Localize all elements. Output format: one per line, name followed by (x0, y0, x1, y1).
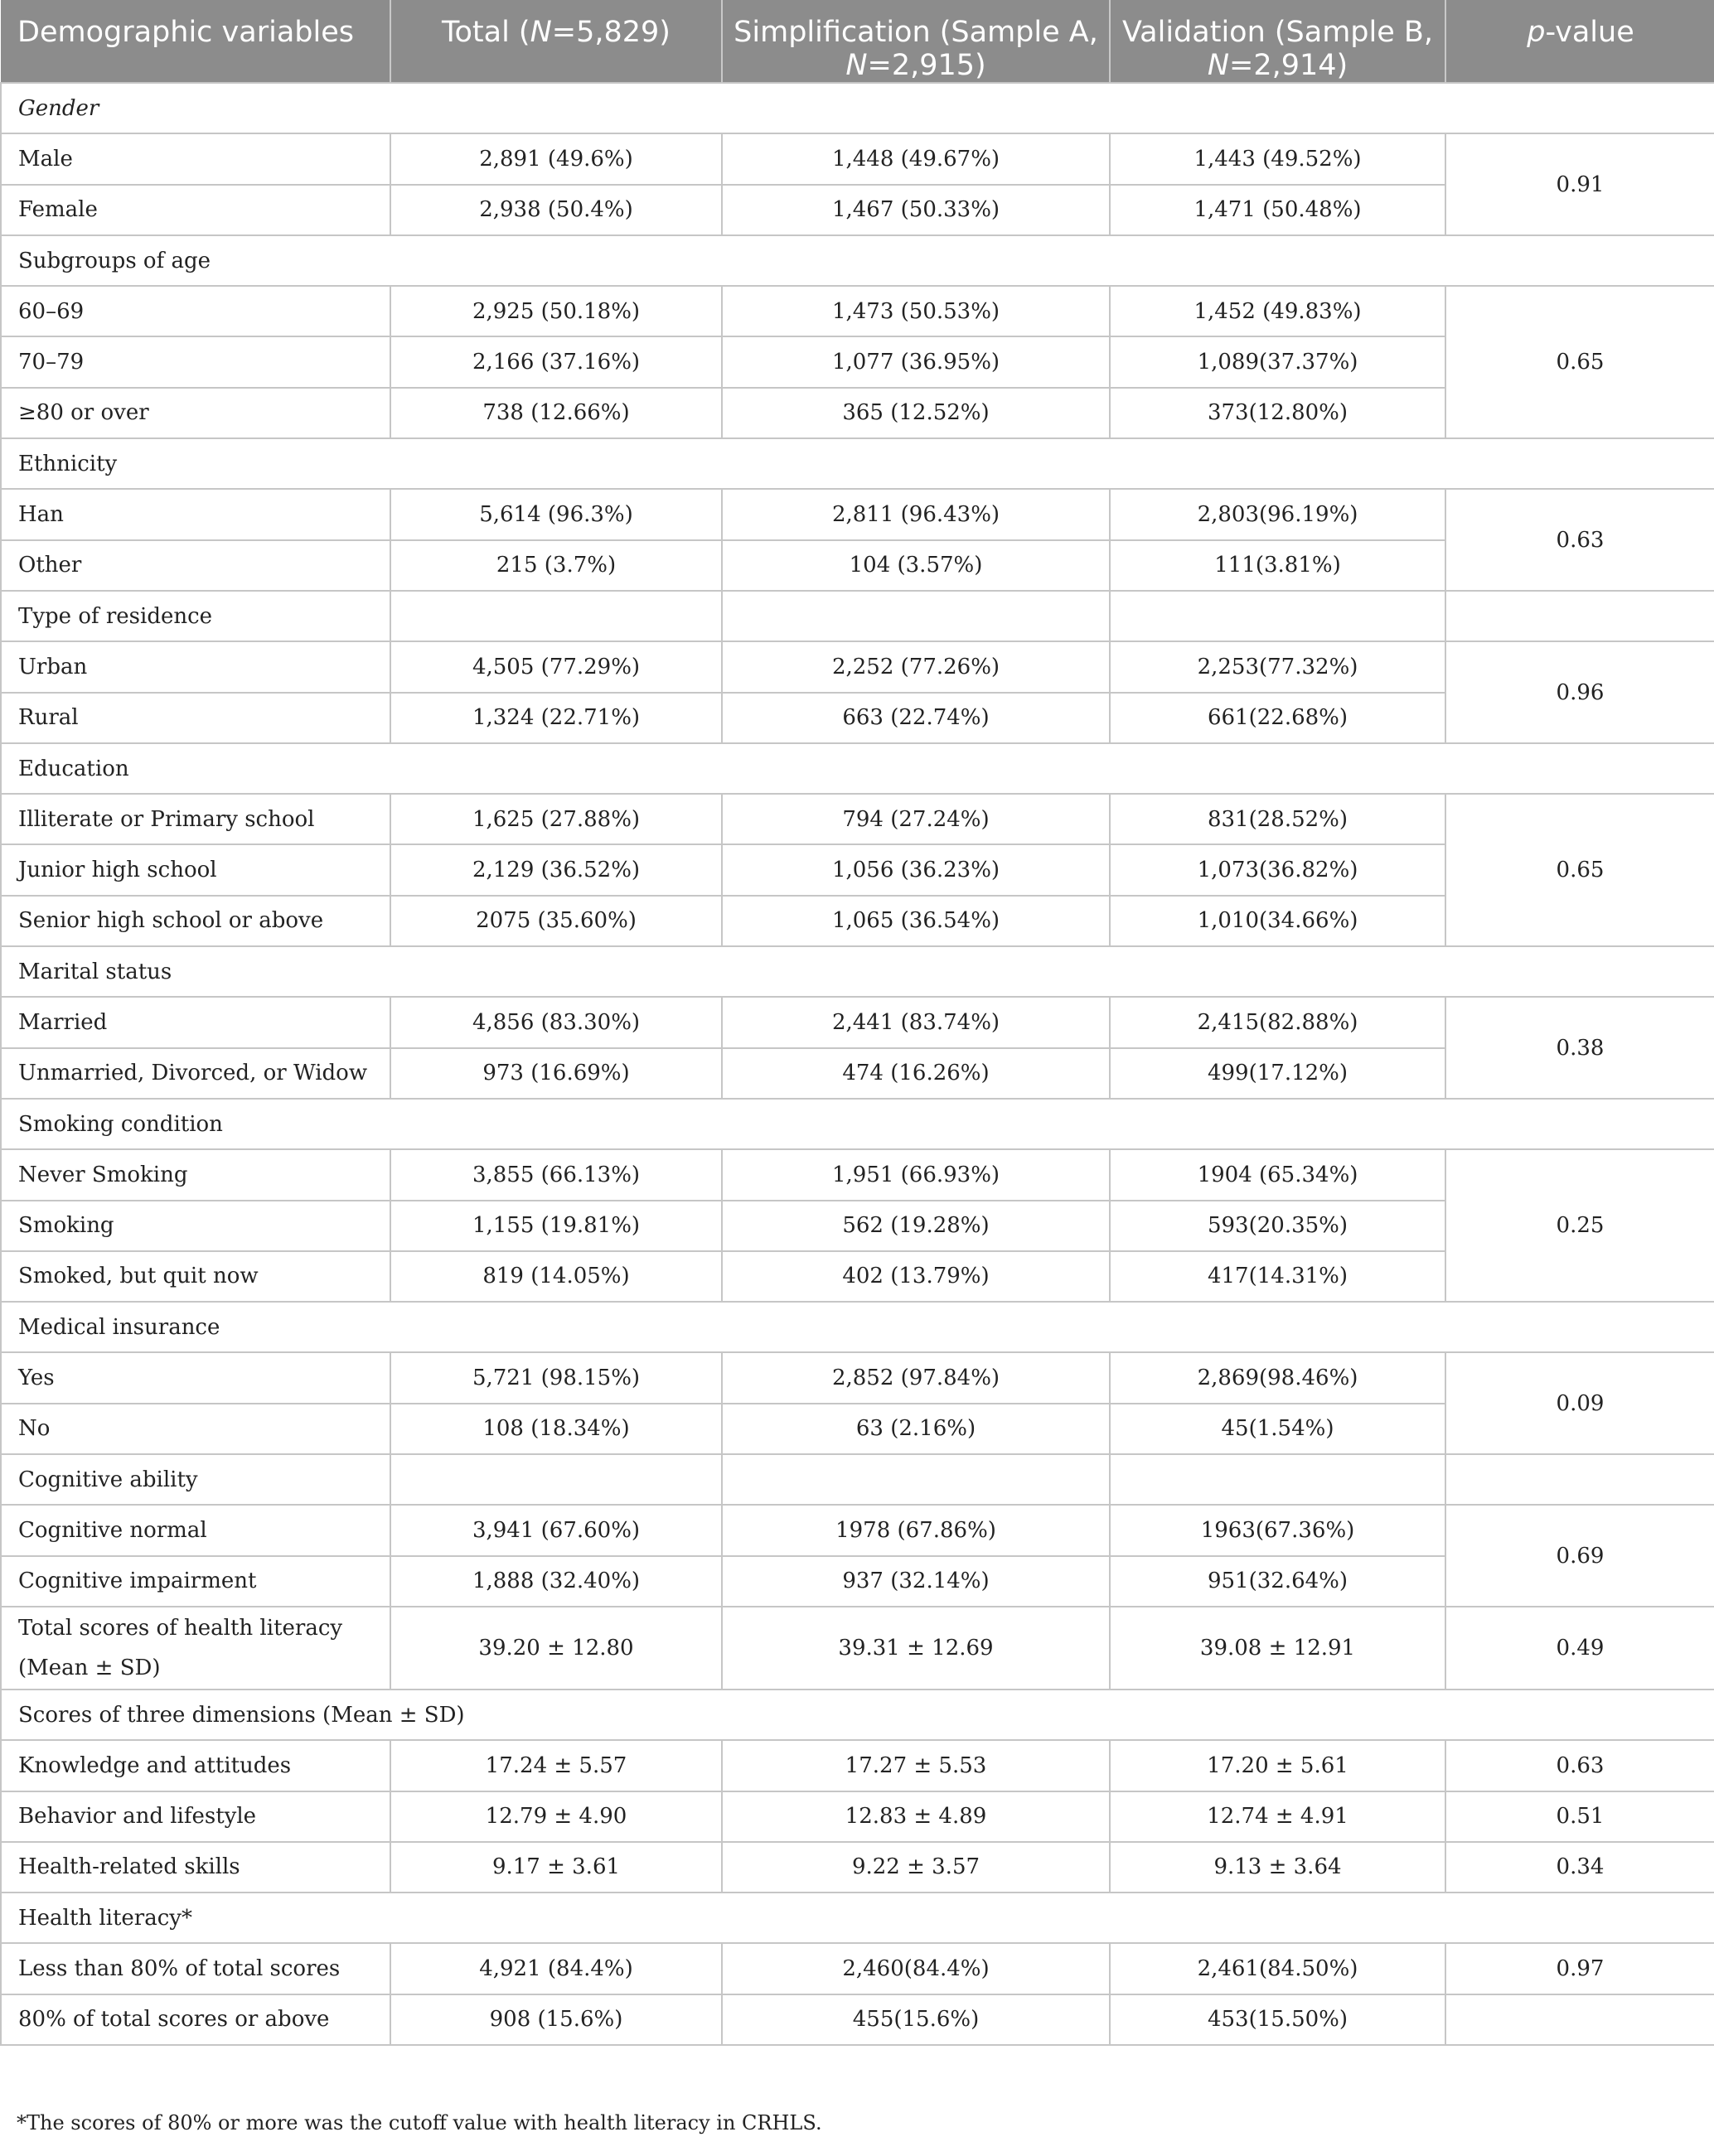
cell-p-value: 0.65 (1445, 286, 1714, 438)
empty-cell (1110, 591, 1445, 641)
table-row (1, 641, 1714, 692)
section-residence: Type of residence (1, 591, 390, 641)
empty-cell (1445, 1454, 1714, 1505)
cell-sample-a: 2,852 (97.84%) (722, 1352, 1110, 1403)
section-row (1, 1302, 1714, 1352)
table-row (1, 794, 1714, 844)
table-row (1, 1352, 1714, 1403)
cell-total: 108 (18.34%) (390, 1404, 722, 1454)
section-row (1, 591, 1714, 641)
cell-sample-b: 1904 (65.34%) (1110, 1149, 1445, 1200)
cell-total: 3,855 (66.13%) (390, 1149, 722, 1200)
empty-cell (1445, 1994, 1714, 2045)
cell-sample-a: 455(15.6%) (722, 1994, 1110, 2045)
cell-sample-a: 2,460(84.4%) (722, 1943, 1110, 1994)
cell-sample-b: 951(32.64%) (1110, 1556, 1445, 1607)
cell-total: 2,129 (36.52%) (390, 844, 722, 895)
cell-total: 4,505 (77.29%) (390, 641, 722, 692)
cell-sample-b: 373(12.80%) (1110, 388, 1445, 438)
cell-p-value: 0.96 (1445, 641, 1714, 743)
cell-sample-a: 1,065 (36.54%) (722, 896, 1110, 946)
cell-sample-b: 2,415(82.88%) (1110, 997, 1445, 1047)
row-label (1, 1607, 390, 1690)
section-row (1, 946, 1714, 997)
row-label-line1: Total scores of health literacy (18, 1615, 343, 1641)
row-label: Health-related skills (1, 1842, 390, 1893)
cell-sample-a: 1,077 (36.95%) (722, 336, 1110, 387)
cell-p-value: 0.63 (1445, 489, 1714, 591)
cell-sample-b: 12.74 ± 4.91 (1110, 1791, 1445, 1842)
cell-total: 2075 (35.60%) (390, 896, 722, 946)
cell-sample-b: 593(20.35%) (1110, 1201, 1445, 1251)
row-label: Yes (1, 1352, 390, 1403)
cell-sample-b: 1,010(34.66%) (1110, 896, 1445, 946)
cell-sample-a: 1,951 (66.93%) (722, 1149, 1110, 1200)
cell-total: 12.79 ± 4.90 (390, 1791, 722, 1842)
table-row (1, 997, 1714, 1047)
section-row (1, 743, 1714, 794)
cell-sample-b: 1,089(37.37%) (1110, 336, 1445, 387)
cell-total: 2,938 (50.4%) (390, 185, 722, 235)
cell-total: 908 (15.6%) (390, 1994, 722, 2045)
cell-total: 4,856 (83.30%) (390, 997, 722, 1047)
row-label: Senior high school or above (1, 896, 390, 946)
row-label: Rural (1, 693, 390, 743)
header-total: Total (N=5,829) (390, 0, 722, 83)
section-age: Subgroups of age (1, 235, 1714, 286)
empty-cell (1110, 1454, 1445, 1505)
section-literacy: Health literacy* (1, 1893, 1714, 1943)
cell-sample-a: 12.83 ± 4.89 (722, 1791, 1110, 1842)
row-label: Male (1, 133, 390, 184)
cell-sample-a: 794 (27.24%) (722, 794, 1110, 844)
cell-sample-a: 365 (12.52%) (722, 388, 1110, 438)
section-education: Education (1, 743, 1714, 794)
table-row (1, 1842, 1714, 1893)
cell-sample-a: 1,473 (50.53%) (722, 286, 1110, 336)
empty-cell (390, 591, 722, 641)
cell-sample-b: 661(22.68%) (1110, 693, 1445, 743)
cell-p-value: 0.38 (1445, 997, 1714, 1099)
section-gender: Gender (1, 83, 1714, 133)
cell-total: 738 (12.66%) (390, 388, 722, 438)
table-row (1, 1994, 1714, 2045)
cell-p-value: 0.09 (1445, 1352, 1714, 1454)
cell-sample-a: 1978 (67.86%) (722, 1505, 1110, 1555)
cell-sample-a: 104 (3.57%) (722, 540, 1110, 591)
row-label: Never Smoking (1, 1149, 390, 1200)
cell-sample-b: 499(17.12%) (1110, 1048, 1445, 1099)
cell-sample-b: 1,452 (49.83%) (1110, 286, 1445, 336)
empty-cell (1445, 591, 1714, 641)
cell-sample-a: 402 (13.79%) (722, 1251, 1110, 1302)
cell-sample-b: 1963(67.36%) (1110, 1505, 1445, 1555)
section-insurance: Medical insurance (1, 1302, 1714, 1352)
cell-sample-a: 937 (32.14%) (722, 1556, 1110, 1607)
cell-total: 2,891 (49.6%) (390, 133, 722, 184)
cell-sample-b: 831(28.52%) (1110, 794, 1445, 844)
cell-sample-a: 2,252 (77.26%) (722, 641, 1110, 692)
empty-cell (390, 1454, 722, 1505)
cell-sample-a: 39.31 ± 12.69 (722, 1607, 1110, 1690)
cell-p-value: 0.49 (1445, 1607, 1714, 1690)
cell-p-value: 0.51 (1445, 1791, 1714, 1842)
section-marital: Marital status (1, 946, 1714, 997)
row-label: 80% of total scores or above (1, 1994, 390, 2045)
cell-total: 2,166 (37.16%) (390, 336, 722, 387)
header-demographic-variables: Demographic variables (1, 0, 390, 83)
section-row (1, 235, 1714, 286)
row-label: Knowledge and attitudes (1, 1740, 390, 1791)
section-cognitive: Cognitive ability (1, 1454, 390, 1505)
row-label-line2: (Mean ± SD) (18, 1655, 161, 1680)
section-row (1, 438, 1714, 489)
row-label: Han (1, 489, 390, 539)
row-label: Married (1, 997, 390, 1047)
row-label: Cognitive impairment (1, 1556, 390, 1607)
cell-sample-b: 9.13 ± 3.64 (1110, 1842, 1445, 1893)
cell-p-value: 0.34 (1445, 1842, 1714, 1893)
cell-total: 17.24 ± 5.57 (390, 1740, 722, 1791)
cell-sample-b: 417(14.31%) (1110, 1251, 1445, 1302)
row-label: Smoking (1, 1201, 390, 1251)
cell-sample-b: 17.20 ± 5.61 (1110, 1740, 1445, 1791)
section-row (1, 83, 1714, 133)
row-label: Smoked, but quit now (1, 1251, 390, 1302)
cell-total: 4,921 (84.4%) (390, 1943, 722, 1994)
cell-total: 1,888 (32.40%) (390, 1556, 722, 1607)
section-dimensions: Scores of three dimensions (Mean ± SD) (1, 1690, 1714, 1740)
row-label: 60–69 (1, 286, 390, 336)
table-row (1, 1607, 1714, 1690)
cell-total: 1,625 (27.88%) (390, 794, 722, 844)
cell-sample-a: 63 (2.16%) (722, 1404, 1110, 1454)
table-row (1, 1505, 1714, 1555)
cell-sample-b: 45(1.54%) (1110, 1404, 1445, 1454)
cell-total: 1,324 (22.71%) (390, 693, 722, 743)
cell-sample-a: 2,811 (96.43%) (722, 489, 1110, 539)
cell-total: 9.17 ± 3.61 (390, 1842, 722, 1893)
cell-sample-a: 474 (16.26%) (722, 1048, 1110, 1099)
cell-total: 819 (14.05%) (390, 1251, 722, 1302)
section-row (1, 1099, 1714, 1149)
row-label: Urban (1, 641, 390, 692)
cell-total: 2,925 (50.18%) (390, 286, 722, 336)
cell-p-value: 0.25 (1445, 1149, 1714, 1302)
row-label: ≥80 or over (1, 388, 390, 438)
header-p-value: p-value (1445, 0, 1714, 83)
cell-sample-b: 1,443 (49.52%) (1110, 133, 1445, 184)
table-row (1, 1740, 1714, 1791)
table-row (1, 286, 1714, 336)
cell-sample-b: 111(3.81%) (1110, 540, 1445, 591)
cell-sample-b: 1,073(36.82%) (1110, 844, 1445, 895)
cell-sample-a: 1,448 (49.67%) (722, 133, 1110, 184)
section-row (1, 1454, 1714, 1505)
cell-sample-b: 39.08 ± 12.91 (1110, 1607, 1445, 1690)
cell-p-value: 0.97 (1445, 1943, 1714, 1994)
section-row (1, 1690, 1714, 1740)
cell-sample-a: 1,056 (36.23%) (722, 844, 1110, 895)
row-label: Illiterate or Primary school (1, 794, 390, 844)
header-row (1, 0, 1714, 83)
cell-total: 5,614 (96.3%) (390, 489, 722, 539)
cell-sample-b: 1,471 (50.48%) (1110, 185, 1445, 235)
header-validation: Validation (Sample B, N=2,914) (1110, 0, 1445, 83)
table-row (1, 489, 1714, 539)
header-simplification: Simplification (Sample A, N=2,915) (722, 0, 1110, 83)
row-label: Junior high school (1, 844, 390, 895)
table-row (1, 133, 1714, 184)
cell-total: 215 (3.7%) (390, 540, 722, 591)
row-label: Unmarried, Divorced, or Widow (1, 1048, 390, 1099)
cell-sample-a: 9.22 ± 3.57 (722, 1842, 1110, 1893)
cell-sample-b: 2,869(98.46%) (1110, 1352, 1445, 1403)
row-label: Female (1, 185, 390, 235)
section-smoking: Smoking condition (1, 1099, 1714, 1149)
cell-total: 5,721 (98.15%) (390, 1352, 722, 1403)
section-row (1, 1893, 1714, 1943)
row-label: 70–79 (1, 336, 390, 387)
cell-sample-b: 2,253(77.32%) (1110, 641, 1445, 692)
row-label: Less than 80% of total scores (1, 1943, 390, 1994)
cell-sample-a: 2,441 (83.74%) (722, 997, 1110, 1047)
table-row (1, 1791, 1714, 1842)
section-ethnicity: Ethnicity (1, 438, 1714, 489)
cell-sample-a: 562 (19.28%) (722, 1201, 1110, 1251)
cell-p-value: 0.65 (1445, 794, 1714, 946)
cell-total: 973 (16.69%) (390, 1048, 722, 1099)
cell-total: 39.20 ± 12.80 (390, 1607, 722, 1690)
row-label: No (1, 1404, 390, 1454)
cell-sample-a: 17.27 ± 5.53 (722, 1740, 1110, 1791)
cell-sample-a: 663 (22.74%) (722, 693, 1110, 743)
cell-p-value: 0.69 (1445, 1505, 1714, 1607)
row-label: Behavior and lifestyle (1, 1791, 390, 1842)
empty-cell (722, 1454, 1110, 1505)
empty-cell (722, 591, 1110, 641)
cell-sample-b: 453(15.50%) (1110, 1994, 1445, 2045)
row-label: Other (1, 540, 390, 591)
cell-p-value: 0.63 (1445, 1740, 1714, 1791)
table-row (1, 1149, 1714, 1200)
table-footnote: *The scores of 80% or more was the cutoff value with health literacy in CRHLS. (17, 2111, 822, 2134)
table-row (1, 1943, 1714, 1994)
cell-p-value: 0.91 (1445, 133, 1714, 235)
row-label: Cognitive normal (1, 1505, 390, 1555)
cell-total: 3,941 (67.60%) (390, 1505, 722, 1555)
cell-sample-b: 2,461(84.50%) (1110, 1943, 1445, 1994)
cell-sample-a: 1,467 (50.33%) (722, 185, 1110, 235)
cell-sample-b: 2,803(96.19%) (1110, 489, 1445, 539)
cell-total: 1,155 (19.81%) (390, 1201, 722, 1251)
